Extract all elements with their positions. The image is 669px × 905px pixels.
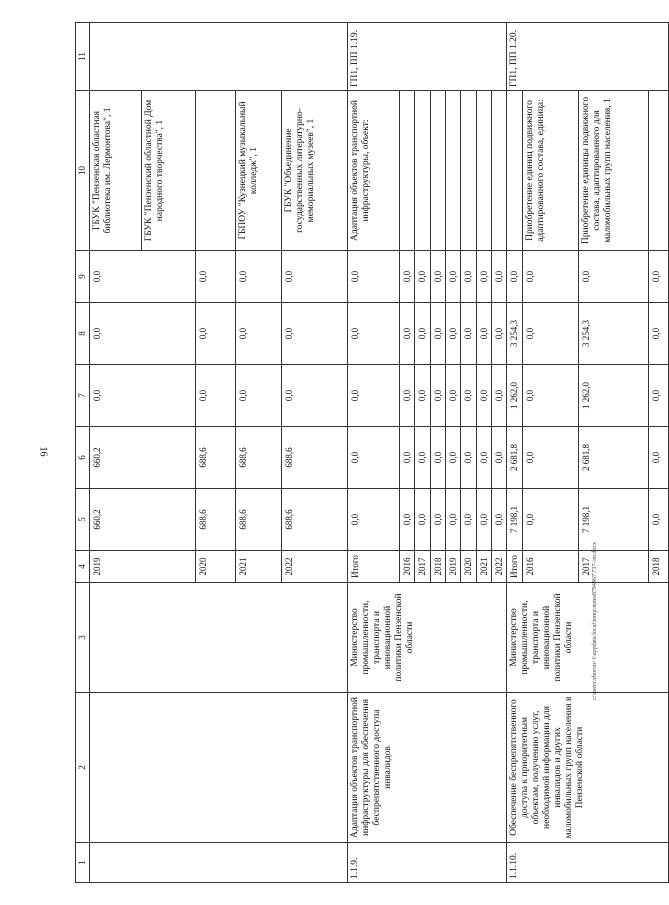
cell-year: 2018: [430, 551, 445, 583]
cell-code: [90, 23, 348, 91]
table-row: [90, 23, 142, 883]
cell-value: 3 254,3: [507, 303, 522, 365]
cell-value: 0,0: [400, 251, 415, 303]
measure-name: Адаптация объектов транспортной инфраструктуры для обеспечения беспрепятственного доступа инвалидов: [348, 693, 507, 843]
cell-value: 0,0: [461, 303, 476, 365]
cell-result: [196, 91, 236, 251]
cell-value: 0,0: [476, 365, 491, 427]
cell-value: 0,0: [461, 365, 476, 427]
cell-value: 0,0: [492, 489, 507, 551]
cell-value: 0,0: [476, 489, 491, 551]
cell-value: 0,0: [400, 303, 415, 365]
cell-value: 688,6: [236, 427, 282, 489]
cell-value: 0,0: [492, 251, 507, 303]
cell-result: Адаптация объектов транспортной инфраструктуры, объект:: [348, 91, 400, 251]
cell-value: 0,0: [348, 489, 400, 551]
header-cell: 2: [76, 693, 90, 843]
cell-value: 0,0: [522, 365, 578, 427]
cell-num: [90, 843, 348, 883]
header-cell: 4: [76, 551, 90, 583]
cell-result: [430, 91, 445, 251]
cell-year: 2020: [461, 551, 476, 583]
cell-result: [476, 91, 491, 251]
budget-table: [75, 22, 669, 883]
cell-result: ГБУК "Объединение государственных литературно-мемориальных музеев", 1: [282, 91, 348, 251]
cell-result: [507, 91, 522, 251]
cell-value: 0,0: [578, 251, 648, 303]
cell-value: 688,6: [196, 427, 236, 489]
cell-name: [90, 693, 348, 843]
header-cell: 8: [76, 303, 90, 365]
header-cell: 9: [76, 251, 90, 303]
header-cell: 5: [76, 489, 90, 551]
header-row: [76, 23, 90, 883]
cell-value: 0,0: [648, 303, 668, 365]
cell-value: 0,0: [492, 303, 507, 365]
cell-year: 2017: [415, 551, 430, 583]
cell-value: 0,0: [415, 489, 430, 551]
cell-value: 0,0: [507, 251, 522, 303]
cell-value: 660,2: [90, 427, 196, 489]
cell-value: 0,0: [492, 427, 507, 489]
cell-value: 0,0: [236, 251, 282, 303]
cell-value: 688,6: [282, 427, 348, 489]
cell-value: 0,0: [196, 365, 236, 427]
cell-value: 0,0: [461, 427, 476, 489]
cell-year: 2022: [282, 551, 348, 583]
cell-year: Итого: [507, 551, 522, 583]
cell-value: 1 262,0: [578, 365, 648, 427]
cell-result: [415, 91, 430, 251]
cell-result: [446, 91, 461, 251]
cell-value: 660,2: [90, 489, 196, 551]
cell-value: 0,0: [430, 489, 445, 551]
header-cell: 10: [76, 91, 90, 251]
cell-result: [648, 91, 668, 251]
cell-value: 3 254,3: [578, 303, 648, 365]
cell-result: ГБПОУ "Кузнецкий музыкальный колледж", 1: [236, 91, 282, 251]
cell-value: 0,0: [648, 251, 668, 303]
header-cell: 11: [76, 23, 90, 91]
cell-code: ГП1, ПП 1.19.: [348, 23, 507, 91]
executor: Министерство промышленности, транспорта и инновационной политики Пензенской области: [507, 583, 668, 693]
cell-year: 2021: [476, 551, 491, 583]
cell-value: 0,0: [430, 303, 445, 365]
cell-year: 2019: [90, 551, 196, 583]
cell-value: 0,0: [415, 303, 430, 365]
cell-value: 1 262,0: [507, 365, 522, 427]
cell-value: 0,0: [415, 251, 430, 303]
cell-year: 2016: [400, 551, 415, 583]
cell-value: 0,0: [522, 251, 578, 303]
cell-value: 0,0: [348, 303, 400, 365]
cell-result: ГБУК "Пензенская областная библиотека им. Лермонтова", 1: [90, 91, 142, 251]
cell-value: 0,0: [282, 251, 348, 303]
cell-year: 2016: [522, 551, 578, 583]
cell-value: 0,0: [415, 365, 430, 427]
cell-value: 0,0: [430, 251, 445, 303]
footer-path: c:\users\vboron~1\appdata\local\temp\notes8794467\737-\m.docx: [592, 541, 598, 700]
cell-value: 0,0: [522, 489, 578, 551]
cell-value: 0,0: [476, 303, 491, 365]
cell-value: 0,0: [522, 427, 578, 489]
cell-value: 7 198,1: [578, 489, 648, 551]
cell-value: 0,0: [476, 427, 491, 489]
cell-year: 2020: [196, 551, 236, 583]
cell-value: 0,0: [196, 251, 236, 303]
cell-value: 2 681,8: [507, 427, 522, 489]
cell-result: Приобретение единицы подвижного состава, адаптированного для маломобильных групп населения, 1: [578, 91, 648, 251]
cell-value: 0,0: [446, 365, 461, 427]
cell-value: 0,0: [90, 251, 196, 303]
cell-value: 7 198,1: [507, 489, 522, 551]
cell-value: 0,0: [648, 365, 668, 427]
cell-value: 0,0: [282, 365, 348, 427]
cell-value: 0,0: [415, 427, 430, 489]
cell-year: 2022: [492, 551, 507, 583]
header-cell: 1: [76, 843, 90, 883]
cell-value: 0,0: [522, 303, 578, 365]
row-number: 1.1.10.: [507, 843, 668, 883]
executor: Министерство промышленности, транспорта и инновационной политики Пензенской области: [348, 583, 507, 693]
cell-value: 2 681,8: [578, 427, 648, 489]
cell-value: 688,6: [236, 489, 282, 551]
cell-value: 0,0: [461, 489, 476, 551]
cell-value: 0,0: [348, 251, 400, 303]
cell-result: [461, 91, 476, 251]
cell-code: ГП1, ПП 1.20.: [507, 23, 668, 91]
cell-value: 0,0: [90, 365, 196, 427]
cell-value: 0,0: [648, 489, 668, 551]
cell-value: 688,6: [196, 489, 236, 551]
cell-value: 0,0: [461, 251, 476, 303]
cell-year: 2021: [236, 551, 282, 583]
header-cell: 3: [76, 583, 90, 693]
header-cell: 7: [76, 365, 90, 427]
cell-value: 0,0: [236, 365, 282, 427]
cell-value: 0,0: [282, 303, 348, 365]
cell-value: 0,0: [430, 365, 445, 427]
cell-result: Приобретение единиц подвижного адаптированного состава, единица:: [522, 91, 578, 251]
cell-value: 0,0: [446, 427, 461, 489]
measure-name: Обеспечение беспрепятственного доступа к приоритетным объектам, получению услуг, необходимой информации для инвалидов и других маломобильных групп населения в Пензенской области: [507, 693, 668, 843]
table-row: [507, 23, 522, 883]
cell-value: 0,0: [430, 427, 445, 489]
cell-year: 2017: [578, 551, 648, 583]
cell-result: ГБУК "Пензенский областной Дом народного творчества", 1: [142, 91, 196, 251]
cell-value: 0,0: [446, 489, 461, 551]
cell-value: 0,0: [236, 303, 282, 365]
page-number: 16: [37, 446, 49, 457]
cell-year: Итого: [348, 551, 400, 583]
cell-value: 0,0: [446, 303, 461, 365]
cell-exec: [90, 583, 348, 693]
row-number: 1.1.9.: [348, 843, 507, 883]
cell-value: 0,0: [348, 365, 400, 427]
cell-value: 0,0: [492, 365, 507, 427]
cell-value: 0,0: [476, 251, 491, 303]
cell-value: 0,0: [446, 251, 461, 303]
table-row: [348, 23, 400, 883]
cell-value: 0,0: [400, 427, 415, 489]
cell-value: 0,0: [648, 427, 668, 489]
cell-value: 0,0: [348, 427, 400, 489]
cell-result: [400, 91, 415, 251]
cell-value: 0,0: [196, 303, 236, 365]
header-cell: 6: [76, 427, 90, 489]
cell-value: 0,0: [400, 489, 415, 551]
cell-value: 0,0: [400, 365, 415, 427]
cell-year: 2019: [446, 551, 461, 583]
budget-table-sheet: [75, 23, 661, 883]
cell-year: 2018: [648, 551, 668, 583]
cell-value: 688,6: [282, 489, 348, 551]
cell-result: [492, 91, 507, 251]
cell-value: 0,0: [90, 303, 196, 365]
